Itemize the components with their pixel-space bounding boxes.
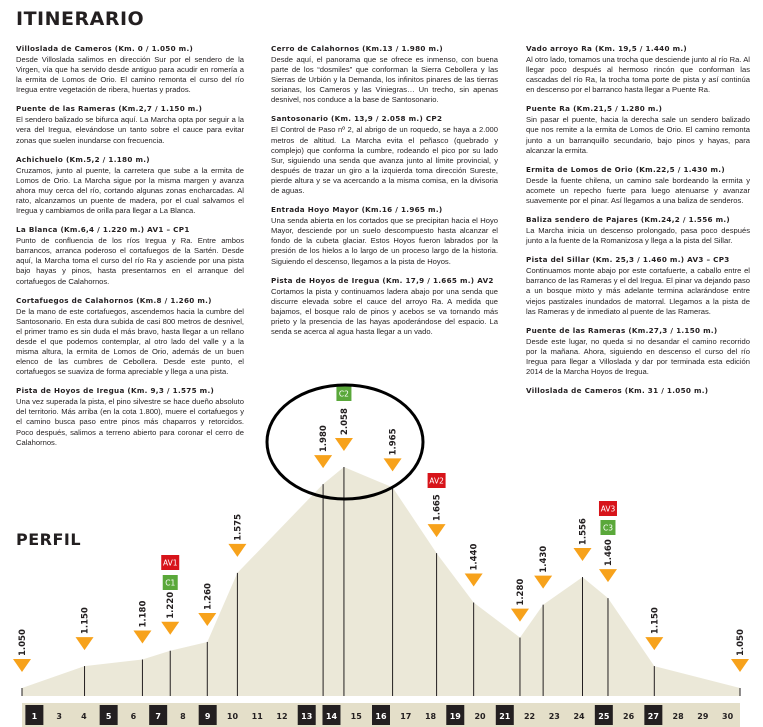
stage-description: Continuamos monte abajo por este cortafuerte, a caballo entre el barranco de las Rameras y el del Iregua. El pinar va dejando paso a un bosque mixto y más adelante termina aclarándose entre viejos pastizales inundados de matorral. Llegamos a la pista de las Rameras y de inmediato al puente de las Rameras. [526, 266, 750, 316]
altitude-label: 1.260 [203, 583, 214, 610]
km-label: 12 [276, 712, 288, 721]
km-label: 27 [647, 712, 659, 721]
waypoint-arrow-icon [314, 455, 332, 468]
stage-title: Baliza sendero de Pajares (Km.24,2 / 1.556 m.) [526, 215, 731, 225]
altitude-label: 2.058 [339, 408, 350, 435]
km-label: 17 [400, 712, 412, 721]
altitude-label: 1.556 [578, 518, 589, 546]
stage-description: Una vez superada la pista, el pino silvestre se hace dueño absoluto del territorio. Más arriba (en la cota 1.800), muere el cortafuegos y el camino busca paso entre pinos más chaparros y retorcidos. Poco después, salimos a terreno abierto para coronar el cerro de Calahornos. [16, 397, 244, 447]
waypoint-arrow-icon [228, 544, 246, 557]
stage-description: Al otro lado, tomamos una trocha que desciende junto al río Ra. Al llegar poco después al hermoso rincón que conforman las cascadas del río Ra, la trocha toma porte de pista y así continúa en descenso por el barranco hasta llegar a Puente Ra. [526, 55, 750, 95]
altitude-label: 1.430 [539, 545, 550, 573]
stage-description: Punto de confluencia de los ríos Iregua y Ra. Entre ambos barrancos, arranca poderoso el cortafuegos de la Sartén. Desde aquí, la Marcha toma el curso del río Ra y asciende por una pista bajo hayas y pinos, hasta presentarnos en el arranque del cortafuegos de Calahornos. [16, 236, 244, 286]
waypoint-arrow-icon [645, 637, 663, 650]
altitude-label: 1.965 [388, 428, 399, 456]
stage-title: Entrada Hoyo Mayor (Km.16 / 1.965 m.) [271, 205, 443, 215]
checkpoint-label: AV1 [162, 558, 178, 568]
waypoint-arrow-icon [511, 609, 529, 622]
km-label: 21 [499, 712, 511, 721]
waypoint-arrow-icon [599, 569, 617, 582]
stage-title: La Blanca (Km.6,4 / 1.220 m.) AV1 – CP1 [16, 225, 190, 235]
km-label: 10 [226, 712, 239, 721]
stage-description: Desde este lugar, no queda si no desandar el camino recorrido por la mañana. Ahora, siguiendo en descenso el curso del río Iregua para llegar a Villoslada y dar por terminada esta edición 2014 de la Marcha Hoyos de Iregua. [526, 336, 750, 376]
stage-title: Pista de Hoyos de Iregua (Km. 9,3 / 1.575 m.) [16, 386, 215, 396]
altitude-label: 1.220 [166, 591, 177, 619]
waypoint-arrow-icon [428, 524, 446, 537]
waypoint-arrow-icon [13, 659, 31, 672]
km-label: 3 [56, 712, 62, 721]
stage-description: Cruzamos, junto al puente, la carretera que sube a la ermita de Lomos de Orio. La Marcha sigue por la misma margen y avanza ahora muy cerca del río, cortando algunas zonas encharcadas. Al rato, alcanzamos un puente de madera, por el cual salvamos el Iregua y cambiamos de orilla para llegar a La Blanca. [16, 165, 244, 216]
km-label: 8 [180, 712, 186, 721]
waypoint-arrow-icon [534, 576, 552, 589]
waypoint-arrow-icon [161, 622, 179, 635]
stage-title: Puente Ra (Km.21,5 / 1.280 m.) [526, 104, 663, 114]
checkpoint-label: C3 [602, 523, 613, 533]
stage-title: Achichuelo (Km.5,2 / 1.180 m.) [16, 154, 150, 164]
stage-description: Cortamos la pista y continuamos ladera abajo por una senda que discurre elevada sobre el cauce del arroyo Ra. A medida que bajamos, el bosque ralo de pinos y acebos se va tornando más prieto y la presencia de las hayas apoderándose del espacio. La senda se acerca al agua hasta llegar a un vado. [271, 286, 498, 336]
altitude-label: 1.575 [233, 514, 244, 541]
stage-title: Puente de las Rameras (Km.2,7 / 1.150 m.) [16, 104, 203, 114]
km-label: 6 [130, 712, 137, 721]
altitude-label: 1.150 [80, 607, 91, 635]
checkpoint-label: AV2 [429, 476, 444, 486]
altitude-label: 1.460 [603, 539, 614, 567]
stage-title: Cerro de Calahornos (Km.13 / 1.980 m.) [271, 44, 443, 53]
km-label: 4 [81, 712, 87, 721]
stage-title: Puente de las Rameras (Km.27,3 / 1.150 m.) [526, 325, 718, 335]
km-label: 5 [105, 712, 112, 721]
km-label: 1 [31, 712, 38, 721]
waypoint-arrow-icon [465, 573, 483, 586]
stage-description: El Control de Paso nº 2, al abrigo de un roquedo, se haya a 2.000 metros de altitud. La Marcha evita el peñasco (quebrado y complejo) que conforma la cumbre, rodeando el pico por su lado Sur, siguiendo una senda que avanza junto al límite provincial, y después de trazar un giro a la izquierda toma dirección Sureste, pierde altura y se va acercando a la misma comisa, en la divisoria de aguas. [271, 125, 498, 196]
stage-description: De la mano de este cortafuegos, ascendemos hacia la cumbre del Santosonario. En esta dura subida de casi 800 metros de desnivel, el primer tramo es sin duda el más bravo, hasta llegar a un rellano desde el que podemos contemplar, al otro lado del valle y a la misma altura, la ermita de Lomos de Orio, además de un buen elenco de las cumbres de Cebollera. Desde este punto, el cortafuegos se suaviza de forma apreciable y llega a una pista. [16, 306, 244, 377]
checkpoint-label: C2 [338, 389, 349, 399]
km-label: 28 [672, 712, 684, 721]
itinerary-title: ITINERARIO [16, 8, 145, 30]
altitude-label: 1.980 [319, 425, 330, 453]
km-label: 19 [449, 712, 461, 721]
stage-title: Cortafuegos de Calahornos (Km.8 / 1.260 m.) [16, 295, 212, 305]
waypoint-arrow-icon [133, 630, 151, 643]
km-label: 30 [722, 712, 734, 721]
km-label: 15 [350, 712, 362, 721]
stage-title: Pista del Sillar (Km. 25,3 / 1.460 m.) AV3 – CP3 [526, 255, 730, 265]
stage-description: Sin pasar el puente, hacia la derecha sale un sendero balizado que nos remite a la ermita de Lomos de Orio. El camino remonta junto a un barranquillo secundario, bajo pinos y hayas, para alcanzar la ermita. [526, 115, 750, 155]
km-label: 14 [325, 712, 338, 721]
km-label: 26 [623, 712, 635, 721]
km-label: 18 [424, 712, 437, 721]
altitude-label: 1.440 [469, 543, 480, 571]
km-label: 23 [548, 712, 560, 721]
checkpoint-label: AV3 [600, 504, 616, 514]
stage-title: Villoslada de Cameros (Km. 31 / 1.050 m.) [526, 386, 709, 396]
elevation-area [22, 467, 740, 696]
waypoint-arrow-icon [198, 613, 216, 626]
stage-description: Una senda abierta en los cortados que se precipitan hacia el Hoyo Mayor, desciende por un suelo descompuesto hasta alcanzar el fondo de la cubeta glaciar. Estos Hoyos fueron labrados por la presión de los hielos a lo largo de un proceso largo de la historia. Siguiendo el descenso, llegamos a la pista de Hoyos. [271, 216, 498, 266]
waypoint-arrow-icon [384, 458, 402, 471]
stage-description: Desde la fuente chilena, un camino sale bordeando la ermita y acomete un repecho fuerte para luego atenuarse y avanzar suavemente por el pinar. Así llegamos a una baliza de senderos. [526, 175, 750, 205]
km-label: 16 [375, 712, 387, 721]
waypoint-arrow-icon [76, 637, 94, 650]
km-label: 29 [697, 712, 709, 721]
altitude-label: 1.280 [515, 578, 526, 606]
stage-title: Santosonario (Km. 13,9 / 2.058 m.) CP2 [271, 114, 443, 124]
checkpoint-label: C1 [165, 578, 176, 588]
altitude-label: 1.180 [138, 600, 149, 628]
profile-title: PERFIL [16, 530, 82, 549]
km-label: 7 [155, 712, 161, 721]
stage-description: El sendero balizado se bifurca aquí. La Marcha opta por seguir a la vera del Iregua, elevándose un tanto sobre el cauce para evitar zonas que suelen inundarse con frecuencia. [16, 115, 244, 145]
stage-description: Desde Villoslada salimos en dirección Sur por el sendero de la Virgen, vía que ha servido desde antiguo para acudir en romería a la ermita de Lomos de Orio. El camino remonta el curso del río Iregua entre vegetación de ribera, huertas y prados. [16, 55, 244, 95]
stage-title: Pista de Hoyos de Iregua (Km. 17,9 / 1.665 m.) AV2 [271, 275, 494, 285]
km-label: 9 [204, 712, 211, 721]
waypoint-arrow-icon [731, 659, 749, 672]
altitude-label: 1.050 [736, 629, 746, 656]
stage-description: Desde aquí, el panorama que se ofrece es inmenso, con buena parte de los “dosmiles” que conforman la Sierra Cebollera y las Sierras de Urbión y la Demanda, los infinitos pinares de las tierras sorianas, los Cameros y las Viniegras… Un trecho, sin apenas desnivel, nos conduce a la base de Santosonario. [271, 55, 498, 105]
km-label: 11 [251, 712, 263, 721]
stage-description: La Marcha inicia un descenso prolongado, pasa poco después junto a la fuente de la Romanizosa y llega a la pista del Sillar. [526, 226, 750, 246]
altitude-label: 1.050 [18, 629, 28, 656]
altitude-label: 1.150 [650, 607, 661, 635]
km-label: 20 [474, 712, 486, 721]
km-label: 13 [301, 712, 313, 721]
km-label: 24 [573, 712, 585, 721]
stage-title: Villoslada de Cameros (Km. 0 / 1.050 m.) [16, 44, 194, 53]
waypoint-arrow-icon [335, 438, 353, 451]
stage-title: Vado arroyo Ra (Km. 19,5 / 1.440 m.) [526, 44, 687, 53]
km-label: 22 [523, 712, 536, 721]
altitude-label: 1.665 [432, 494, 443, 522]
waypoint-arrow-icon [574, 548, 592, 561]
stage-title: Ermita de Lomos de Orio (Km.22,5 / 1.430 m.) [526, 164, 725, 174]
km-label: 25 [598, 712, 610, 721]
